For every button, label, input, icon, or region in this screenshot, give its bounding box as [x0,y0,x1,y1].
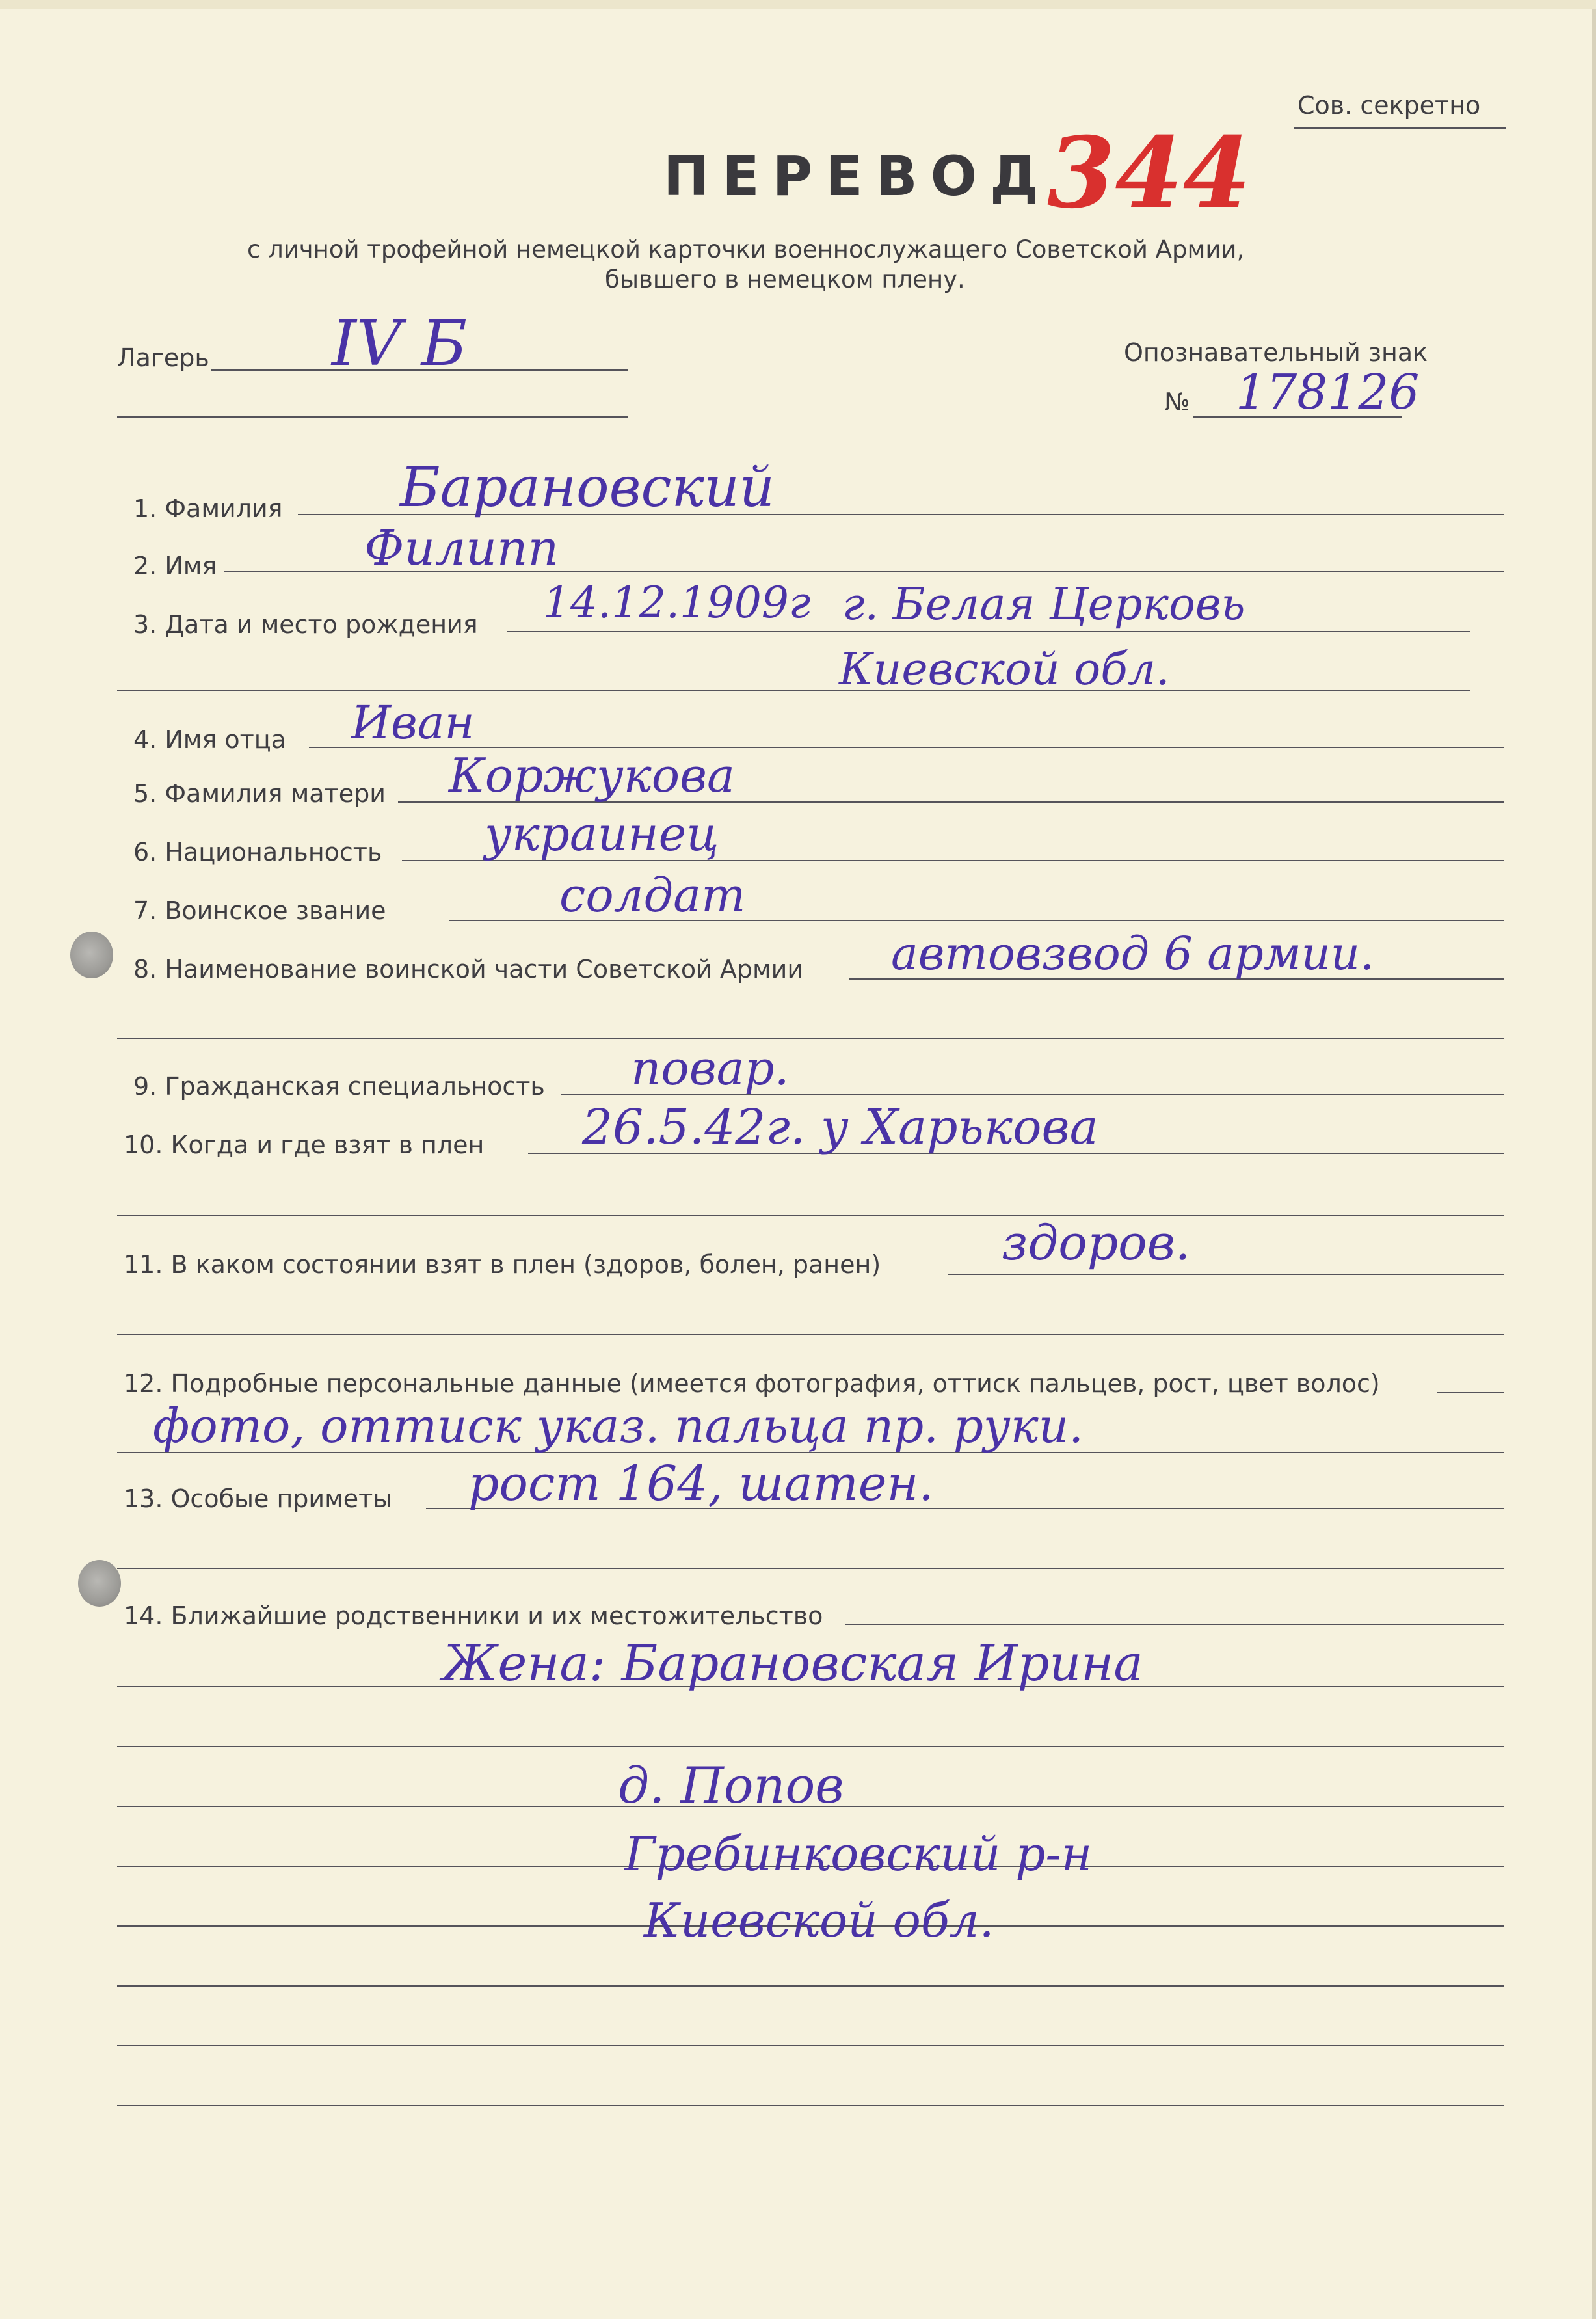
camp-line-2 [117,416,628,418]
field-3-label: 3. Дата и место рождения [133,610,478,639]
field-1-label: 1. Фамилия [133,494,283,523]
document-heading: ПЕРЕВОД [663,144,1052,208]
field-14-value-line-3: Гребинковский р-н [624,1827,1093,1881]
classification-stamp: Сов. секретно [1297,91,1481,120]
field-14-value-line-1: Жена: Барановская Ирина [442,1634,1143,1692]
field-8-label: 8. Наименование воинской части Советской Армии [133,955,804,984]
id-tag-number-label: № [1164,388,1190,416]
field-14-label: 14. Ближайшие родственники и их местожительство [124,1602,823,1630]
id-tag-number-value: 178126 [1236,364,1420,420]
id-tag-label: Опознавательный знак [1124,338,1428,367]
field-10-value: 26.5.42г. у Харькова [582,1099,1098,1155]
field-3-date: 14.12.1909г [543,578,811,628]
field-9-label: 9. Гражданская специальность [133,1072,545,1101]
field-6-label: 6. Национальность [133,838,382,866]
field-3-line-2 [117,690,1470,691]
red-archive-number: 344 [1047,116,1251,230]
subtitle-line-1: с личной трофейной немецкой карточки военнослужащего Советской Армии, [247,235,1245,263]
field-12-value: фото, оттиск указ. пальца пр. руки. [153,1399,1084,1453]
field-14-line-8 [117,2045,1504,2046]
field-11-line [948,1274,1504,1275]
camp-label: Лагерь [117,343,209,372]
field-6-value: украинец [485,807,719,861]
field-3-region: Киевской обл. [839,644,1170,695]
field-3-place: г. Белая Церковь [842,579,1245,630]
field-14-value-line-2: д. Попов [618,1756,844,1814]
field-13-value: рост 164, шатен. [468,1456,934,1512]
field-2-value: Филипп [364,520,559,576]
subtitle-line-2: бывшего в немецком плену. [605,265,965,293]
field-8-line-2 [117,1038,1504,1039]
field-13-line-2 [117,1568,1504,1569]
paper-edge [0,0,1596,9]
field-14-line-9 [117,2105,1504,2106]
field-11-line-2 [117,1334,1504,1335]
field-11-value: здоров. [1002,1215,1191,1271]
punch-hole-upper [70,932,113,978]
field-9-value: повар. [631,1041,790,1095]
field-12-line [1437,1392,1504,1393]
field-12-label: 12. Подробные персональные данные (имеется фотография, оттиск пальцев, рост, цвет волос) [124,1369,1380,1398]
field-14-value-line-4: Киевской обл. [644,1893,994,1948]
field-5-label: 5. Фамилия матери [133,779,386,808]
field-7-label: 7. Воинское звание [133,896,386,925]
field-3-line [507,631,1470,632]
field-13-label: 13. Особые приметы [124,1484,393,1513]
punch-hole-lower [78,1560,121,1607]
field-2-label: 2. Имя [133,552,217,580]
field-14-line-7 [117,1985,1504,1987]
camp-value: IV Б [332,307,468,380]
field-14-line-3 [117,1746,1504,1747]
field-4-value: Иван [351,696,475,749]
field-1-value: Барановский [400,455,775,519]
field-10-label: 10. Когда и где взят в плен [124,1131,485,1159]
field-10-line-2 [117,1215,1504,1216]
classification-underline [1294,127,1506,129]
field-5-value: Коржукова [449,748,735,803]
field-4-label: 4. Имя отца [133,725,286,754]
field-14-line [845,1624,1504,1625]
field-7-value: солдат [559,868,746,922]
field-11-label: 11. В каком состоянии взят в плен (здоров, болен, ранен) [124,1250,881,1279]
field-8-value: автовзвод 6 армии. [891,927,1375,980]
